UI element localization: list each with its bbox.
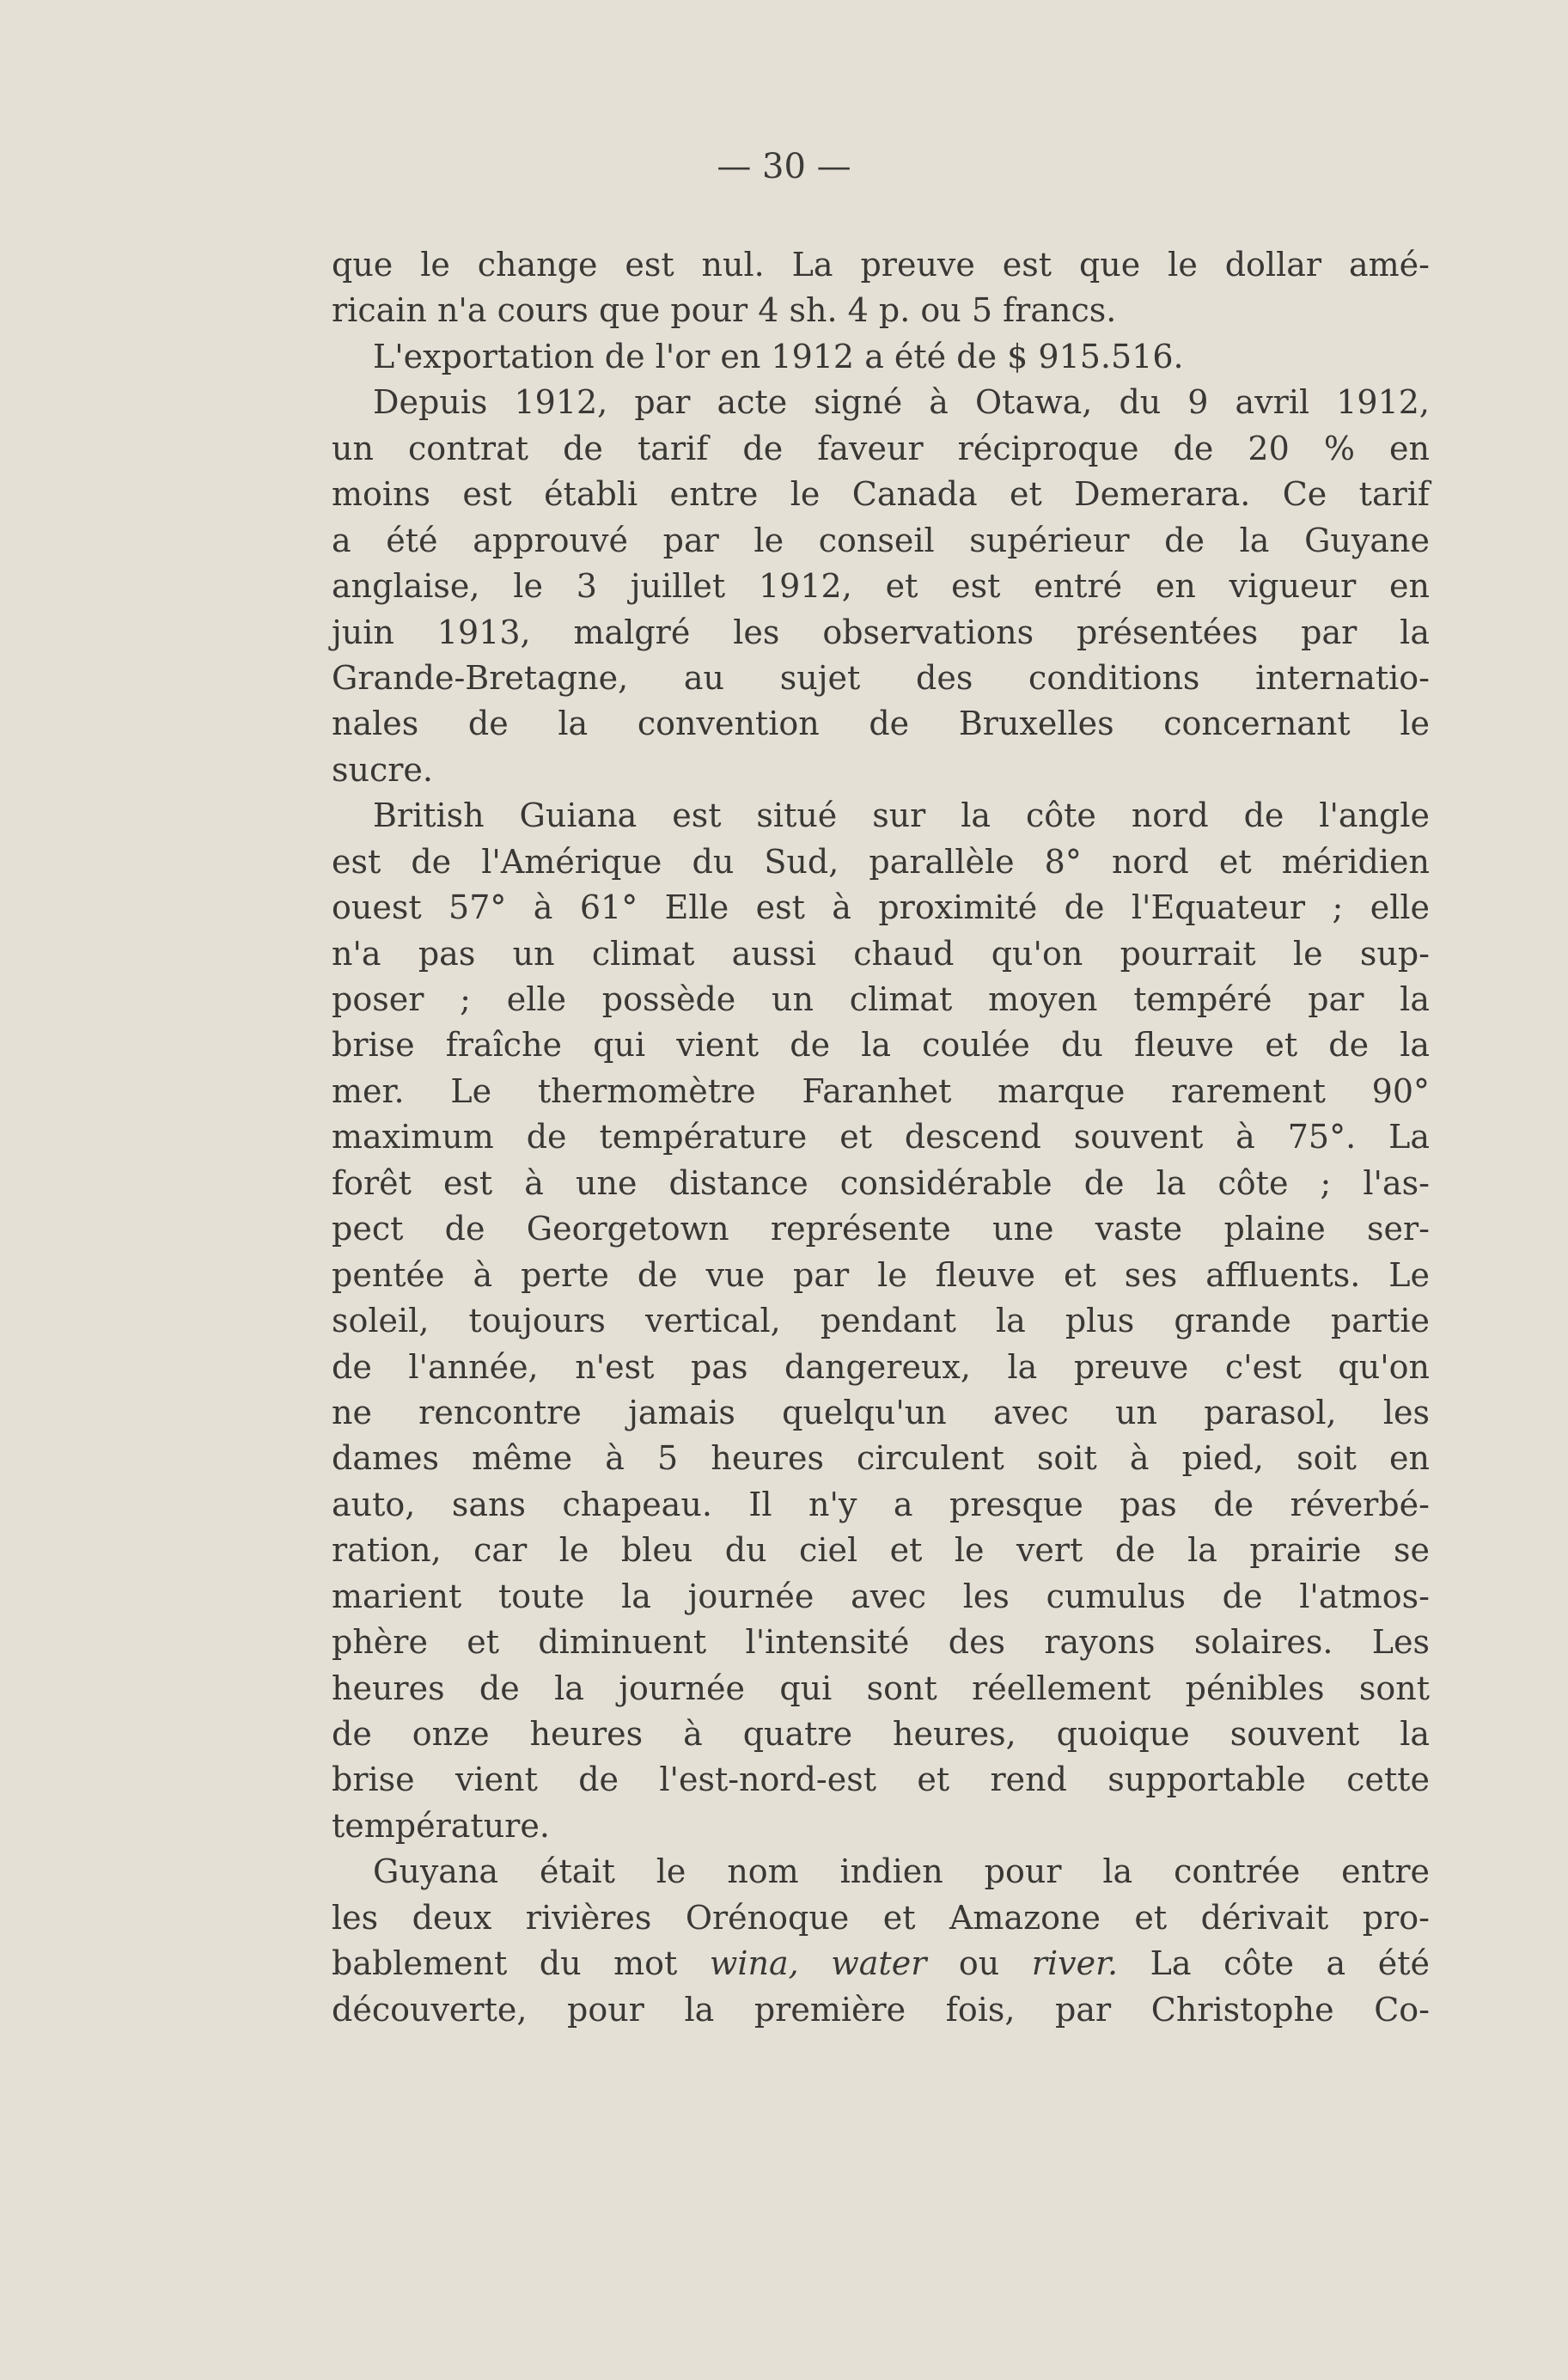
text-line: ricain n'a cours que pour 4 sh. 4 p. ou 5 francs.	[332, 291, 1117, 330]
text-line: juin 1913, malgré les observations présentées par la	[332, 613, 1430, 651]
text-line: température.	[332, 1806, 550, 1845]
text-line: a été approuvé par le conseil supérieur de la Guyane	[332, 521, 1430, 559]
text-line: soleil, toujours vertical, pendant la plus grande partie	[332, 1302, 1430, 1340]
text-line: brise fraîche qui vient de la coulée du fleuve et de la	[332, 1026, 1430, 1065]
text-line: dames même à 5 heures circulent soit à pied, soit en	[332, 1439, 1430, 1478]
text-line: moins est établi entre le Canada et Demerara. Ce tarif	[332, 475, 1430, 514]
text-line: Guyana était le nom indien pour la contrée entre	[373, 1852, 1430, 1891]
emphasized-word: wina,	[709, 1944, 799, 1983]
text-line: ration, car le bleu du ciel et le vert de la prairie se	[332, 1531, 1430, 1570]
emphasized-word: river.	[1031, 1944, 1119, 1983]
text-line: British Guiana est situé sur la côte nord de l'angle	[373, 796, 1430, 835]
paragraph-1	[332, 242, 1430, 334]
emphasized-word: water	[831, 1944, 927, 1983]
text-line: découverte, pour la première fois, par Christophe Co-	[332, 1990, 1430, 2029]
text-line: maximum de température et descend souvent à 75°. La	[332, 1118, 1430, 1156]
body-text	[332, 242, 1430, 2033]
paragraph-3	[332, 380, 1430, 793]
text-line: un contrat de tarif de faveur réciproque de 20 % en	[332, 429, 1430, 467]
page-number: — 30 —	[717, 147, 851, 186]
text-line: est de l'Amérique du Sud, parallèle 8° nord et méridien	[332, 842, 1430, 881]
paragraph-4	[332, 793, 1430, 1849]
text-line: Depuis 1912, par acte signé à Otawa, du 9 avril 1912,	[373, 383, 1430, 422]
paragraph-2	[332, 334, 1430, 380]
text-line: sucre.	[332, 750, 433, 789]
text-line: nales de la convention de Bruxelles concernant le	[332, 705, 1430, 743]
text-run	[799, 1944, 832, 1982]
text-line: de onze heures à quatre heures, quoique souvent la	[332, 1715, 1430, 1753]
text-line: forêt est à une distance considérable de la côte ; l'as-	[332, 1163, 1430, 1202]
text-line: n'a pas un climat aussi chaud qu'on pourrait le sup-	[332, 934, 1430, 973]
text-line: mer. Le thermomètre Faranhet marque rarement 90°	[332, 1071, 1430, 1110]
text-run: La côte a été	[1118, 1944, 1430, 1983]
text-line: Grande-Bretagne, au sujet des conditions internatio-	[332, 658, 1430, 697]
text-run: ou	[926, 1944, 1032, 1983]
text-line: pentée à perte de vue par le fleuve et ses affluents. Le	[332, 1255, 1430, 1294]
text-line: que le change est nul. La preuve est que le dollar amé-	[332, 246, 1430, 284]
text-line-with-emphasis	[332, 1941, 1430, 1986]
text-line: pect de Georgetown représente une vaste plaine ser-	[332, 1210, 1430, 1248]
text-line: anglaise, le 3 juillet 1912, et est entré en vigueur en	[332, 567, 1430, 606]
text-line: brise vient de l'est-nord-est et rend supportable cette	[332, 1761, 1430, 1799]
text-line: de l'année, n'est pas dangereux, la preuve c'est qu'on	[332, 1347, 1430, 1386]
paragraph-5	[332, 1849, 1430, 2033]
text-line: marient toute la journée avec les cumulus de l'atmos-	[332, 1577, 1430, 1615]
text-run: bablement du mot	[332, 1944, 710, 1983]
text-line: L'exportation de l'or en 1912 a été de $ 915.516.	[373, 337, 1184, 375]
text-line: heures de la journée qui sont réellement pénibles sont	[332, 1669, 1430, 1707]
text-line: ne rencontre jamais quelqu'un avec un parasol, les	[332, 1393, 1430, 1431]
text-line: auto, sans chapeau. Il n'y a presque pas de réverbé-	[332, 1485, 1430, 1523]
text-line: les deux rivières Orénoque et Amazone et dérivait pro-	[332, 1898, 1430, 1937]
text-line: phère et diminuent l'intensité des rayons solaires. Les	[332, 1623, 1430, 1662]
text-line: ouest 57° à 61° Elle est à proximité de l'Equateur ; elle	[332, 888, 1430, 927]
text-line: poser ; elle possède un climat moyen tempéré par la	[332, 980, 1430, 1018]
